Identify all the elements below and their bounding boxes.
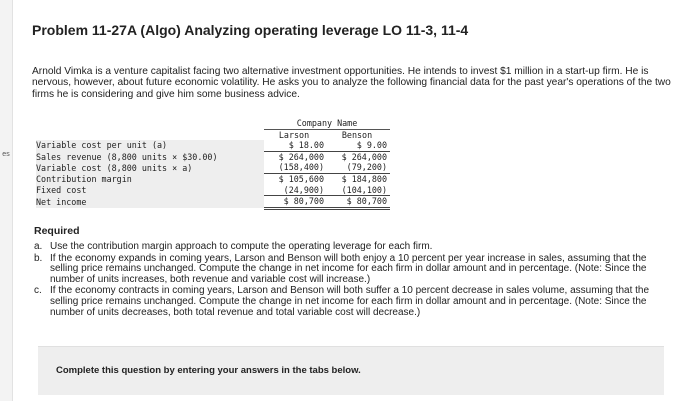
item-text: If the economy expands in coming years, Larson and Benson will both enjoy a 10 percent per year increase in sales, assuming that the selling price remains unchanged. Compute the change in net income for each firm in dollar amount and in percentage. (Note: Since the number of units increases, both revenue and variable cost will increase.) [50, 252, 647, 285]
instruction-text: Complete this question by entering your answers in the tabs below. [56, 365, 361, 376]
larson-value: $ 80,700 [264, 196, 327, 209]
row-label: Fixed cost [36, 185, 264, 196]
table-row [36, 173, 390, 184]
item-text: If the economy contracts in coming years, Larson and Benson will both suffer a 10 percent decrease in sales volume, assuming that the selling price remains unchanged. Compute the change in net income for each firm in dollar amount and in percentage. (Note: Since the number of units decreases, both total revenue and total variable cost will decrease.) [50, 285, 650, 318]
row-label: Variable cost (8,800 units × a) [36, 162, 264, 173]
benson-value: (79,200) [327, 162, 390, 173]
benson-value: $ 9.00 [327, 140, 390, 151]
benson-value: $ 80,700 [327, 196, 390, 209]
larson-value: (158,400) [264, 162, 327, 173]
column-header-larson: Larson [278, 129, 310, 140]
item-marker: b. [34, 252, 43, 264]
item-marker: c. [34, 285, 42, 297]
instruction-panel [38, 346, 664, 395]
table-row [36, 151, 390, 162]
required-heading: Required [34, 225, 80, 237]
row-label: Variable cost per unit (a) [36, 140, 264, 151]
left-sidebar-strip [0, 0, 13, 401]
table-subheader-row [36, 129, 390, 140]
requirements-list [34, 242, 674, 319]
table-row [36, 162, 390, 173]
table-row [36, 185, 390, 196]
row-label: Contribution margin [36, 173, 264, 184]
subheader-spacer [36, 129, 264, 140]
company-name-header: Company Name [264, 118, 390, 129]
list-item [34, 242, 674, 253]
header-spacer [36, 118, 264, 129]
row-label: Sales revenue (8,800 units × $30.00) [36, 151, 264, 162]
list-item [34, 254, 674, 286]
page-title: Problem 11-27A (Algo) Analyzing operating leverage LO 11-3, 11-4 [32, 22, 469, 38]
table-row [36, 140, 390, 151]
row-label: Net income [36, 196, 264, 209]
problem-intro: Arnold Vimka is a venture capitalist facing two alternative investment opportunities. He intends to invest $1 million in a start-up firm. He is nervous, however, about future economic volatility. He asks you to analyze the following financial data for the past year's operations of the two firms he is considering and give him some business advice. [32, 66, 671, 100]
table-header-row [36, 118, 390, 129]
list-item [34, 286, 674, 318]
benson-value: (104,100) [327, 185, 390, 196]
column-header-benson: Benson [341, 129, 373, 140]
item-marker: a. [34, 241, 43, 252]
benson-value: $ 184,800 [341, 173, 387, 184]
left-tab-label[interactable]: es [2, 151, 10, 158]
benson-value: $ 264,000 [341, 151, 387, 162]
larson-value: $ 18.00 [264, 140, 327, 151]
larson-value: $ 264,000 [278, 151, 324, 162]
item-text: Use the contribution margin approach to compute the operating leverage for each firm. [50, 241, 433, 252]
financial-data-table [36, 118, 390, 210]
larson-value: (24,900) [264, 185, 327, 196]
table-row [36, 196, 390, 209]
larson-value: $ 105,600 [278, 173, 324, 184]
